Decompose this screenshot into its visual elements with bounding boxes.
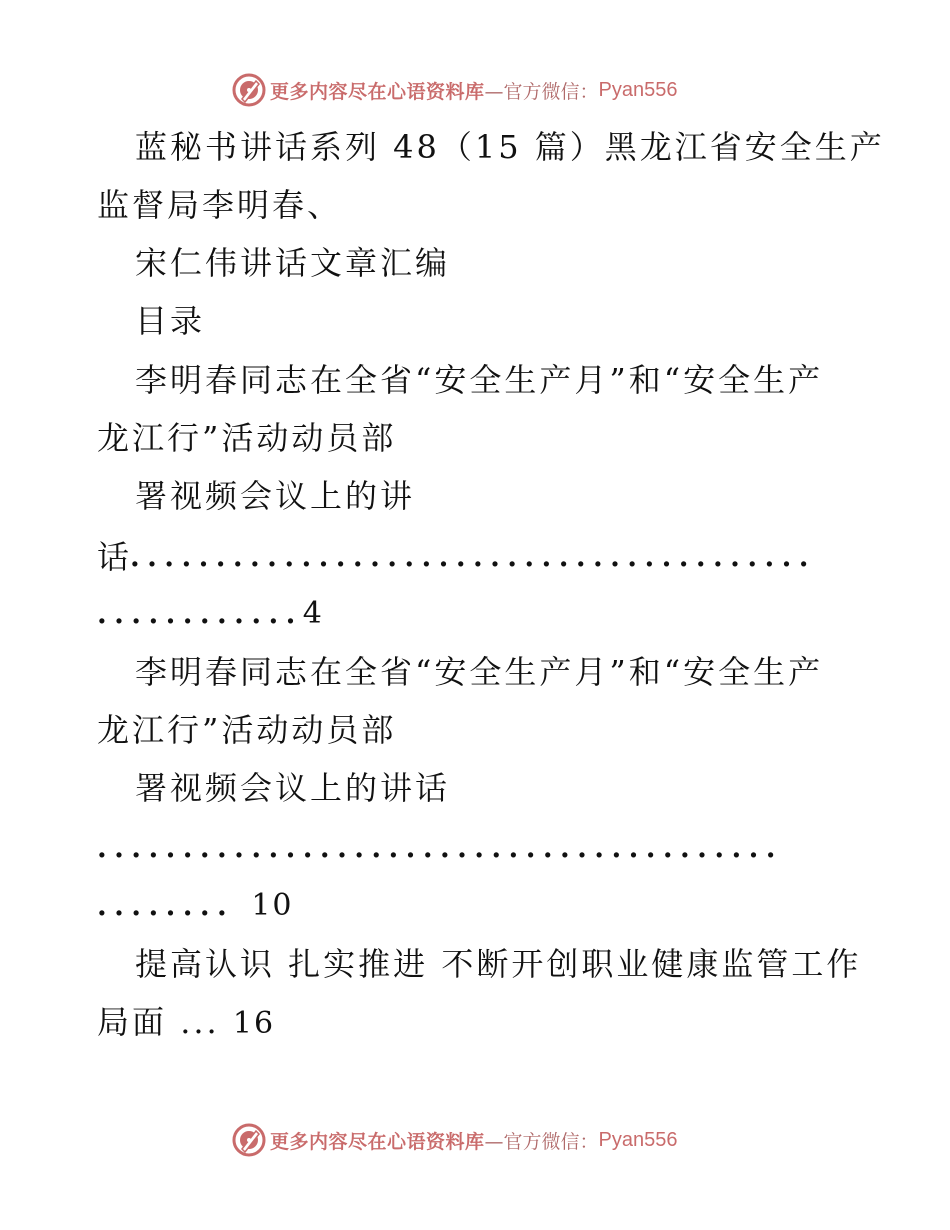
- toc-entry-3-line-1: 提高认识 扎实推进 不断开创职业健康监管工作: [135, 945, 862, 983]
- toc-entry-3-line-2: [97, 1002, 275, 1044]
- toc-entry-2-line-2: 龙江行”活动动员部: [97, 711, 397, 749]
- watermark-main-text: 更多内容尽在心语资料库: [270, 1130, 485, 1153]
- toc-entry-1-leader-dots-text: ............: [97, 597, 303, 630]
- toc-entry-3-page-number: 16: [232, 1006, 276, 1041]
- toc-entry-3-leader-dots: ...: [180, 1003, 220, 1041]
- watermark-wechat-id: Pyan556: [598, 1128, 678, 1151]
- toc-entry-1-leader-dots: ........................................: [130, 540, 816, 573]
- toc-entry-1-leader-dots-2: [97, 594, 324, 634]
- toc-entry-3-title-end: 局面: [97, 1003, 168, 1041]
- toc-entry-2-line-1: 李明春同志在全省“安全生产月”和“安全生产: [135, 653, 824, 691]
- toc-entry-1-line-3: 署视频会议上的讲: [135, 477, 416, 515]
- doc-title-line-2: 监督局李明春、: [97, 186, 343, 224]
- toc-entry-1-line-2: 龙江行”活动动员部: [97, 419, 397, 457]
- doc-title-line-1: 蓝秘书讲话系列 48（15 篇）黑龙江省安全生产: [135, 128, 885, 166]
- watermark-main-text: 更多内容尽在心语资料库: [270, 80, 485, 103]
- pen-logo-icon: [232, 73, 266, 107]
- toc-entry-1-line-4: 话: [97, 538, 133, 576]
- header-watermark: [232, 72, 678, 108]
- toc-heading: 目录: [135, 302, 206, 340]
- toc-entry-1-line-1: 李明春同志在全省“安全生产月”和“安全生产: [135, 361, 824, 399]
- doc-title-line-3: 宋仁伟讲话文章汇编: [135, 244, 451, 282]
- footer-watermark: [232, 1122, 678, 1158]
- watermark-sub-text: —官方微信：: [484, 80, 599, 103]
- toc-entry-2-leader-dots-2: [97, 886, 294, 926]
- watermark-wechat-id: Pyan556: [598, 78, 678, 101]
- toc-entry-2-page-number: 10: [251, 888, 294, 923]
- toc-entry-2-leader-dots-text: ........: [97, 889, 235, 922]
- toc-entry-2-line-3: 署视频会议上的讲话: [135, 769, 451, 807]
- toc-entry-1-page-number: 4: [302, 596, 324, 631]
- toc-entry-2-leader-dots: ........................................: [97, 831, 783, 864]
- watermark-sub-text: —官方微信：: [484, 1130, 599, 1153]
- pen-logo-icon: [232, 1123, 266, 1157]
